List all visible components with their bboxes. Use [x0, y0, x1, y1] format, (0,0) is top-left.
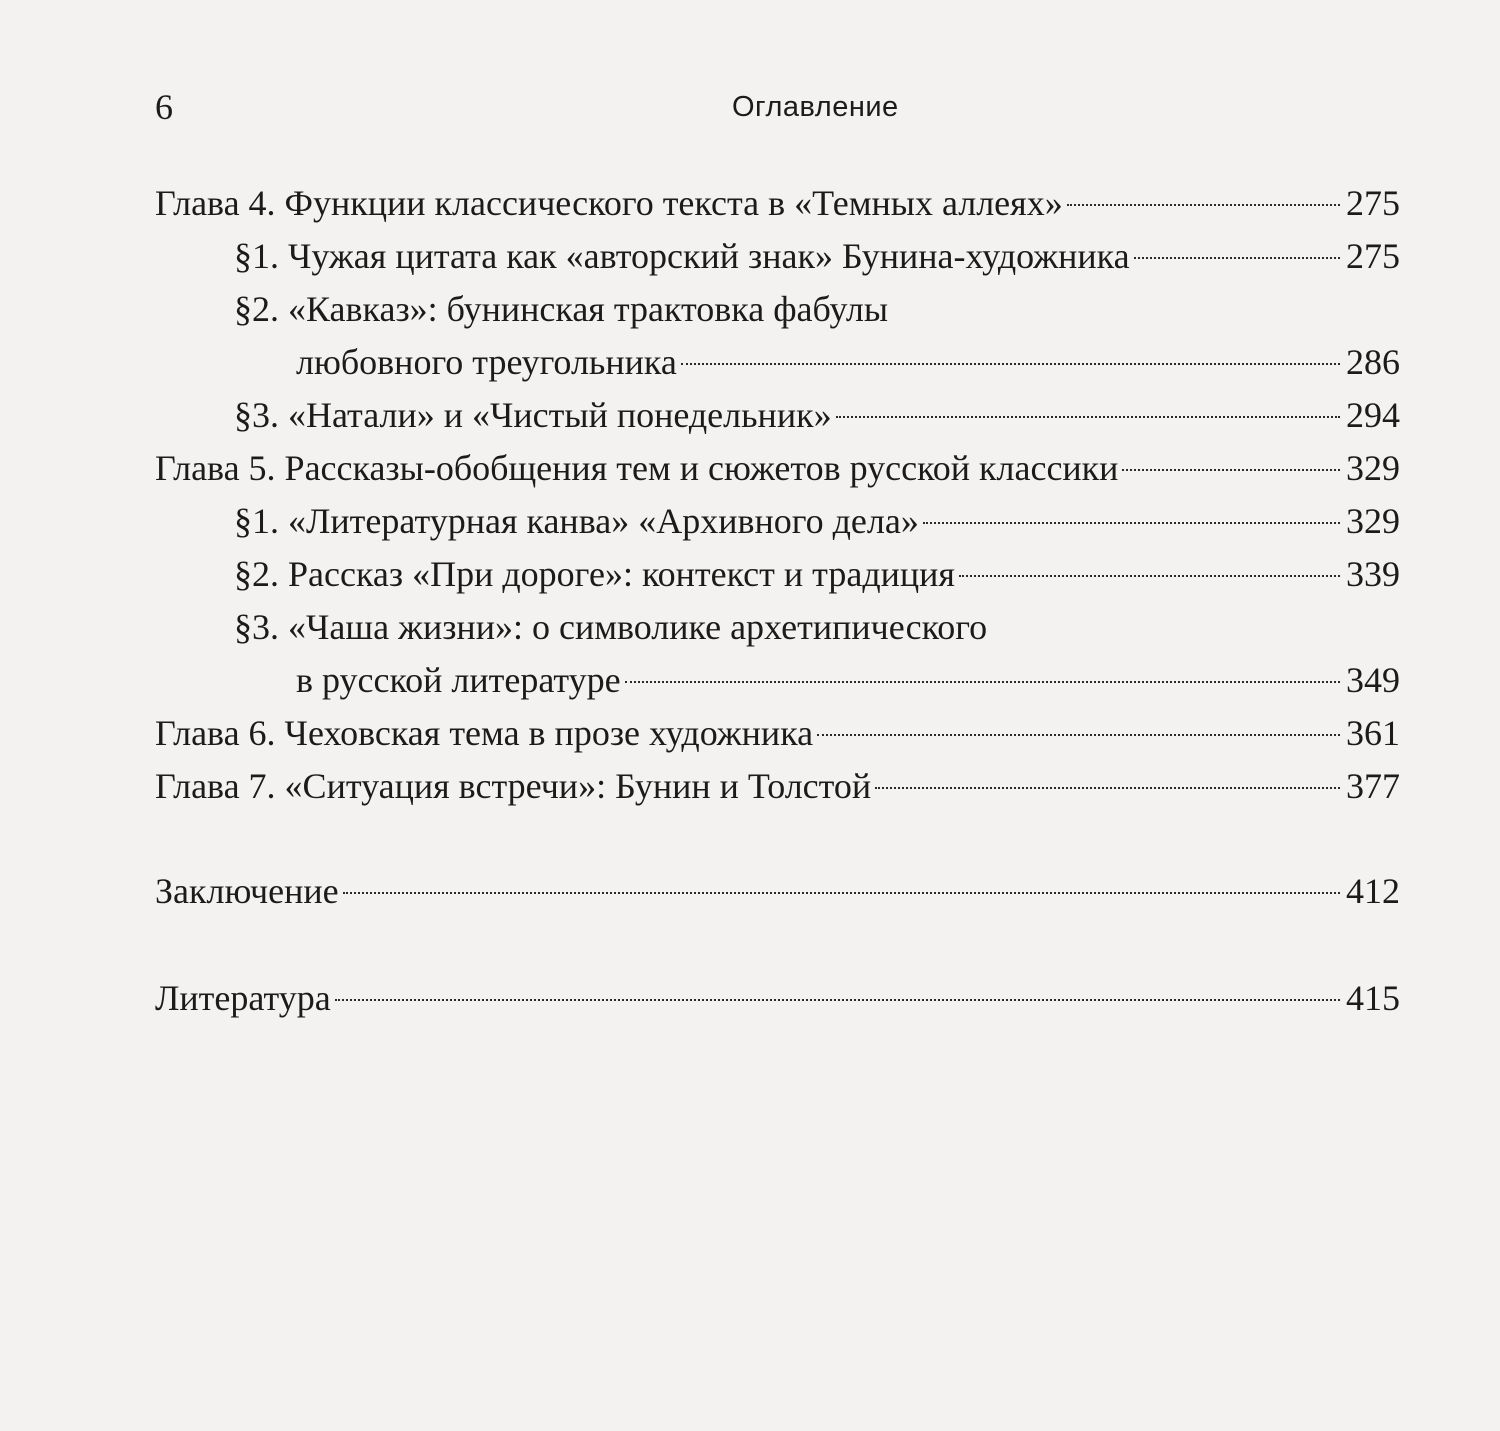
dot-leader [1122, 469, 1340, 471]
toc-entry-title: §2. «Кавказ»: бунинская трактовка фабулы [234, 289, 889, 329]
toc-entry-page: 415 [1346, 978, 1400, 1018]
toc-entry-page: 339 [1346, 554, 1400, 594]
toc-entry-section [234, 231, 1400, 281]
toc-entry-section [234, 602, 987, 652]
dot-leader [335, 999, 1340, 1001]
toc-entry-title: Глава 7. «Ситуация встречи»: Бунин и Толстой [155, 766, 872, 806]
toc-entry-title: §2. Рассказ «При дороге»: контекст и традиция [234, 554, 955, 594]
toc-entry-title: §1. Чужая цитата как «авторский знак» Бунина-художника [234, 236, 1130, 276]
toc-entry-title: §3. «Чаша жизни»: о символике архетипического [234, 607, 988, 647]
toc-entry-conclusion [155, 866, 1400, 916]
toc-entry-page: 286 [1346, 342, 1400, 382]
toc-entry-title: Глава 4. Функции классического текста в «Темных аллеях» [155, 183, 1063, 223]
toc-entry-chapter-5 [155, 443, 1400, 493]
toc-entry-title: Глава 5. Рассказы-обобщения тем и сюжетов русской классики [155, 448, 1119, 488]
toc-entry-bibliography [155, 973, 1400, 1023]
toc-entry-chapter-4 [155, 178, 1400, 228]
page-number: 6 [155, 87, 173, 127]
toc-entry-chapter-6 [155, 708, 1400, 758]
toc-entry-title: §3. «Натали» и «Чистый понедельник» [234, 395, 832, 435]
toc-entry-title: Глава 6. Чеховская тема в прозе художника [155, 713, 814, 753]
toc-entry-section-continuation [296, 655, 1400, 705]
toc-entry-chapter-7 [155, 761, 1400, 811]
dot-leader [625, 681, 1340, 683]
toc-entry-page: 275 [1346, 236, 1400, 276]
toc-entry-title: §1. «Литературная канва» «Архивного дела» [234, 501, 919, 541]
dot-leader [923, 522, 1340, 524]
toc-entry-page: 361 [1346, 713, 1400, 753]
toc-entry-page: 377 [1346, 766, 1400, 806]
dot-leader [1134, 257, 1340, 259]
dot-leader [836, 416, 1340, 418]
toc-entry-page: 412 [1346, 871, 1400, 911]
toc-entry-page: 275 [1346, 183, 1400, 223]
toc-entry-section [234, 549, 1400, 599]
dot-leader [959, 575, 1340, 577]
toc-entry-title: в русской литературе [296, 660, 621, 700]
toc-entry-title: Литература [155, 978, 331, 1018]
toc-entry-page: 349 [1346, 660, 1400, 700]
toc-entry-section [234, 496, 1400, 546]
toc-entry-title: любовного треугольника [296, 342, 677, 382]
running-title: Оглавление [732, 91, 899, 123]
running-head [0, 82, 1500, 132]
dot-leader [343, 892, 1340, 894]
toc-entry-section-continuation [296, 337, 1400, 387]
toc-entry-page: 329 [1346, 448, 1400, 488]
toc-entry-page: 294 [1346, 395, 1400, 435]
dot-leader [681, 363, 1340, 365]
dot-leader [875, 787, 1340, 789]
toc-entry-section [234, 284, 888, 334]
toc-entry-page: 329 [1346, 501, 1400, 541]
dot-leader [1067, 204, 1340, 206]
toc-entry-section [234, 390, 1400, 440]
toc-entry-title: Заключение [155, 871, 339, 911]
dot-leader [817, 734, 1340, 736]
